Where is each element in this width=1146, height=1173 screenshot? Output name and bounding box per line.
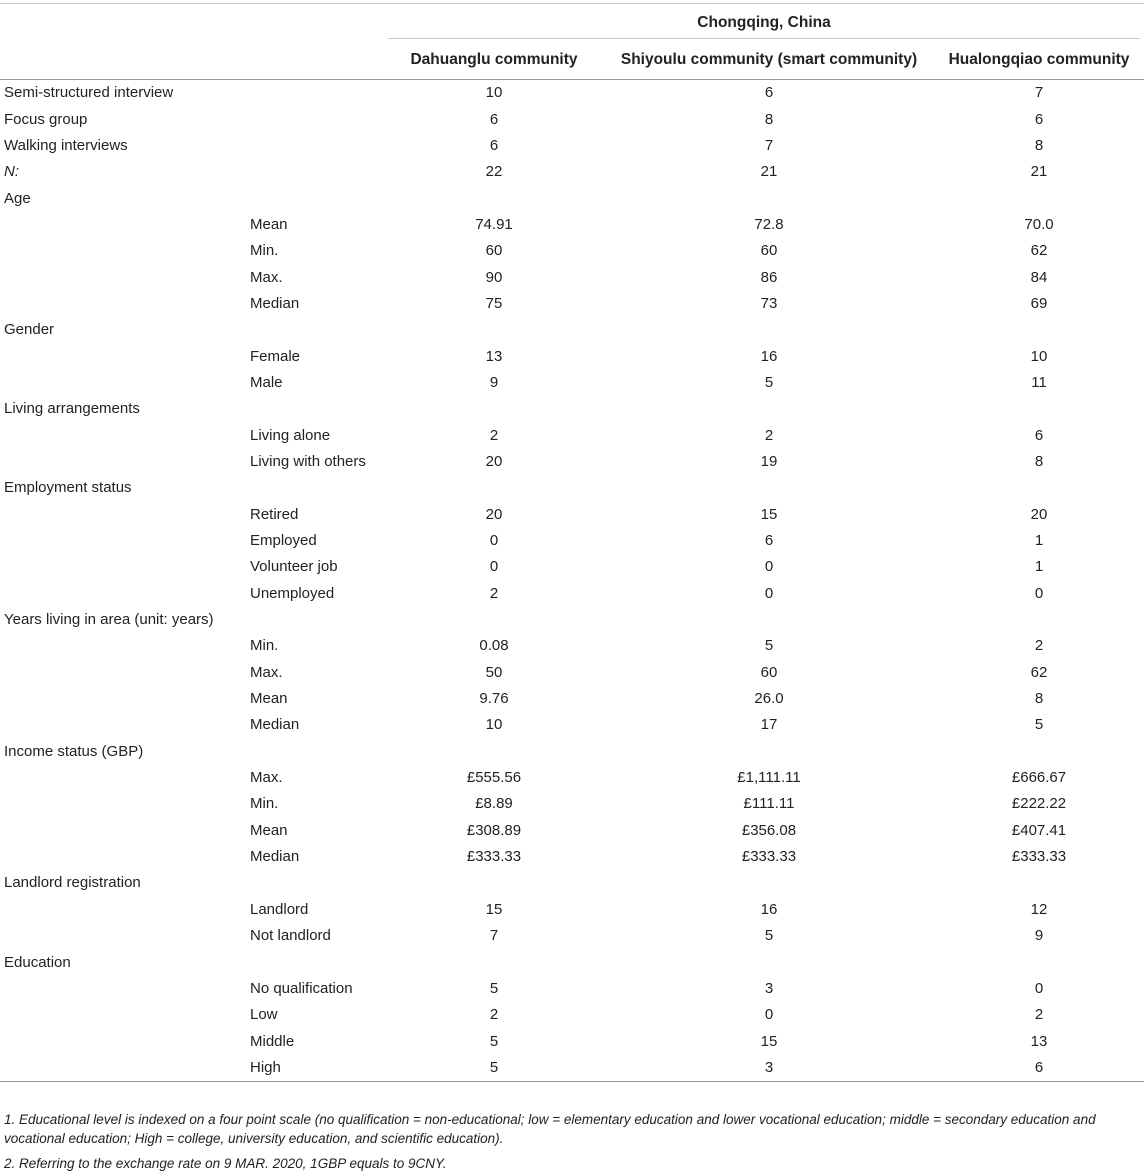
cell-hualongqiao bbox=[934, 739, 1144, 765]
column-header-row bbox=[0, 41, 1144, 80]
region-header bbox=[384, 4, 1144, 42]
row-label bbox=[0, 1002, 244, 1028]
row-label bbox=[0, 844, 244, 870]
row-label bbox=[0, 1055, 244, 1082]
row-label bbox=[0, 422, 244, 448]
row-label bbox=[0, 528, 244, 554]
cell-dahuanglu: £555.56 bbox=[466, 769, 522, 787]
cell-dahuanglu: 75 bbox=[485, 294, 503, 312]
cell-hualongqiao: 11 bbox=[1031, 373, 1047, 391]
table-row bbox=[0, 264, 1144, 290]
row-label bbox=[0, 791, 244, 817]
cell-dahuanglu bbox=[384, 739, 604, 765]
cell-shiyoulu: £333.33 bbox=[741, 848, 797, 866]
row-sublabel bbox=[244, 396, 384, 422]
cell-shiyoulu: £111.11 bbox=[743, 795, 795, 813]
row-sublabel: Living with others bbox=[250, 452, 366, 470]
cell-dahuanglu: 22 bbox=[485, 163, 503, 181]
table-row bbox=[0, 212, 1144, 238]
cell-shiyoulu: 15 bbox=[760, 1032, 778, 1050]
row-sublabel: Employed bbox=[250, 532, 317, 550]
cell-hualongqiao: 10 bbox=[1030, 347, 1048, 365]
table-row bbox=[0, 1055, 1144, 1082]
row-sublabel: Median bbox=[250, 294, 300, 312]
cell-shiyoulu: 6 bbox=[764, 84, 774, 102]
cell-hualongqiao: 20 bbox=[1030, 505, 1048, 523]
row-label bbox=[0, 343, 244, 369]
cell-shiyoulu: 60 bbox=[760, 242, 778, 260]
cell-hualongqiao: 9 bbox=[1034, 927, 1044, 945]
cell-dahuanglu: 2 bbox=[489, 584, 499, 602]
row-sublabel: Mean bbox=[250, 215, 288, 233]
cell-dahuanglu bbox=[384, 949, 604, 975]
cell-dahuanglu bbox=[384, 870, 604, 896]
cell-shiyoulu: £1,111.11 bbox=[737, 769, 801, 787]
column-header-dahuanglu: Dahuanglu community bbox=[384, 41, 604, 80]
table-row bbox=[0, 133, 1144, 159]
row-label bbox=[0, 686, 244, 712]
row-label bbox=[0, 660, 244, 686]
cell-shiyoulu: 5 bbox=[764, 637, 774, 655]
row-label: Semi-structured interview bbox=[4, 84, 174, 102]
row-sublabel: Median bbox=[250, 848, 300, 866]
row-label: Education bbox=[4, 953, 71, 971]
cell-hualongqiao: 2 bbox=[1034, 637, 1044, 655]
table-row bbox=[0, 897, 1144, 923]
cell-shiyoulu: 21 bbox=[760, 163, 778, 181]
cell-shiyoulu: 72.8 bbox=[754, 215, 784, 233]
table-body bbox=[0, 80, 1144, 1082]
cell-dahuanglu: 15 bbox=[485, 900, 503, 918]
cell-dahuanglu: 20 bbox=[485, 505, 503, 523]
table-row bbox=[0, 185, 1144, 211]
table-row bbox=[0, 554, 1144, 580]
cell-hualongqiao: £222.22 bbox=[1011, 795, 1067, 813]
cell-dahuanglu: 74.91 bbox=[475, 215, 513, 233]
table-row bbox=[0, 949, 1144, 975]
cell-hualongqiao bbox=[934, 396, 1144, 422]
row-sublabel: Unemployed bbox=[250, 584, 335, 602]
column-header-shiyoulu: Shiyoulu community (smart community) bbox=[604, 41, 934, 80]
row-sublabel bbox=[244, 739, 384, 765]
cell-hualongqiao: 21 bbox=[1030, 163, 1048, 181]
row-label-italic: N: bbox=[4, 163, 19, 181]
cell-hualongqiao bbox=[934, 870, 1144, 896]
cell-hualongqiao: 6 bbox=[1034, 110, 1044, 128]
cell-dahuanglu: 50 bbox=[485, 663, 503, 681]
cell-dahuanglu: 0 bbox=[489, 558, 499, 576]
row-sublabel: Min. bbox=[250, 242, 279, 260]
cell-dahuanglu: £8.89 bbox=[475, 795, 513, 813]
cell-shiyoulu: 5 bbox=[764, 373, 774, 391]
cell-shiyoulu: 73 bbox=[760, 294, 778, 312]
footnote-1: 1. Educational level is indexed on a four point scale (no qualification = non-educational; low = elementary education and lower vocational education; middle = secondary education and vocational education; High = college, university education, and scientific education). bbox=[4, 1112, 1096, 1146]
row-label bbox=[0, 1028, 244, 1054]
cell-hualongqiao: 0 bbox=[1034, 979, 1044, 997]
row-sublabel bbox=[244, 133, 384, 159]
row-label bbox=[0, 264, 244, 290]
row-sublabel: Male bbox=[250, 373, 283, 391]
cell-shiyoulu: 86 bbox=[760, 268, 778, 286]
cell-shiyoulu: 3 bbox=[604, 1055, 934, 1082]
row-label bbox=[0, 923, 244, 949]
cell-hualongqiao: 8 bbox=[1034, 136, 1044, 154]
table-footnotes bbox=[4, 1110, 1144, 1173]
cell-shiyoulu: 19 bbox=[760, 452, 778, 470]
row-sublabel bbox=[244, 80, 384, 107]
row-sublabel: Median bbox=[250, 716, 300, 734]
row-sublabel: Min. bbox=[250, 637, 279, 655]
row-sublabel: Living alone bbox=[250, 426, 331, 444]
cell-shiyoulu bbox=[604, 607, 934, 633]
row-label bbox=[0, 712, 244, 738]
table-row bbox=[0, 607, 1144, 633]
row-sublabel: Retired bbox=[250, 505, 299, 523]
row-sublabel bbox=[244, 870, 384, 896]
table-row bbox=[0, 80, 1144, 107]
cell-hualongqiao bbox=[934, 185, 1144, 211]
cell-dahuanglu bbox=[384, 185, 604, 211]
cell-shiyoulu bbox=[604, 185, 934, 211]
table-row bbox=[0, 739, 1144, 765]
table-row bbox=[0, 1002, 1144, 1028]
cell-shiyoulu: 5 bbox=[764, 927, 774, 945]
cell-shiyoulu: 60 bbox=[760, 663, 778, 681]
cell-hualongqiao: 84 bbox=[1030, 268, 1048, 286]
row-sublabel bbox=[244, 185, 384, 211]
table-row bbox=[0, 317, 1144, 343]
cell-dahuanglu: 20 bbox=[485, 452, 503, 470]
cell-shiyoulu: 0 bbox=[764, 558, 774, 576]
row-sublabel: High bbox=[244, 1055, 384, 1082]
row-label: Landlord registration bbox=[4, 874, 141, 892]
cell-dahuanglu: 90 bbox=[485, 268, 503, 286]
cell-hualongqiao: 6 bbox=[934, 1055, 1144, 1082]
cell-dahuanglu: 9.76 bbox=[479, 690, 509, 708]
table-row bbox=[0, 422, 1144, 448]
cell-shiyoulu: 0 bbox=[764, 1006, 774, 1024]
region-header-row bbox=[0, 4, 1144, 42]
table-row bbox=[0, 475, 1144, 501]
cell-shiyoulu: 8 bbox=[764, 110, 774, 128]
row-label bbox=[0, 449, 244, 475]
cell-shiyoulu: 3 bbox=[764, 979, 774, 997]
row-sublabel: Middle bbox=[250, 1032, 295, 1050]
table-row bbox=[0, 238, 1144, 264]
table-row bbox=[0, 343, 1144, 369]
row-sublabel: Low bbox=[250, 1006, 278, 1024]
cell-hualongqiao: 7 bbox=[1034, 84, 1044, 102]
table-row bbox=[0, 686, 1144, 712]
cell-hualongqiao: 69 bbox=[1030, 294, 1048, 312]
row-sublabel: No qualification bbox=[250, 979, 353, 997]
table-row bbox=[0, 106, 1144, 132]
cell-hualongqiao bbox=[934, 475, 1144, 501]
row-label bbox=[0, 370, 244, 396]
cell-hualongqiao: 0 bbox=[1034, 584, 1044, 602]
row-label bbox=[0, 502, 244, 528]
footnote-2: 2. Referring to the exchange rate on 9 MAR. 2020, 1GBP equals to 9CNY. bbox=[4, 1156, 447, 1171]
cell-dahuanglu: 0 bbox=[489, 532, 499, 550]
table-row bbox=[0, 765, 1144, 791]
cell-dahuanglu: 5 bbox=[384, 1055, 604, 1082]
cell-shiyoulu: 17 bbox=[760, 716, 778, 734]
cell-hualongqiao: 70.0 bbox=[1024, 215, 1054, 233]
cell-shiyoulu: 15 bbox=[760, 505, 778, 523]
cell-dahuanglu bbox=[384, 396, 604, 422]
row-label bbox=[0, 633, 244, 659]
cell-hualongqiao: £666.67 bbox=[1011, 769, 1067, 787]
cell-hualongqiao: 62 bbox=[1030, 663, 1048, 681]
table-row bbox=[0, 870, 1144, 896]
cell-shiyoulu: 7 bbox=[764, 136, 774, 154]
table-row bbox=[0, 844, 1144, 870]
cell-dahuanglu: 9 bbox=[489, 373, 499, 391]
table-row bbox=[0, 712, 1144, 738]
row-sublabel: Volunteer job bbox=[250, 558, 338, 576]
cell-hualongqiao: 1 bbox=[1034, 558, 1044, 576]
table-row bbox=[0, 581, 1144, 607]
row-label: Employment status bbox=[4, 479, 132, 497]
region-header-text: Chongqing, China bbox=[388, 6, 1140, 39]
cell-hualongqiao: 2 bbox=[1034, 1006, 1044, 1024]
table-row bbox=[0, 633, 1144, 659]
cell-dahuanglu: 5 bbox=[489, 979, 499, 997]
row-sublabel bbox=[244, 317, 384, 343]
cell-shiyoulu bbox=[604, 870, 934, 896]
cell-hualongqiao: £333.33 bbox=[1011, 848, 1067, 866]
row-label bbox=[0, 212, 244, 238]
table-row bbox=[0, 791, 1144, 817]
row-label bbox=[0, 976, 244, 1002]
cell-dahuanglu: 60 bbox=[485, 242, 503, 260]
row-label bbox=[0, 818, 244, 844]
row-label: Years living in area (unit: years) bbox=[4, 611, 214, 629]
row-label: Income status (GBP) bbox=[4, 742, 144, 760]
demographics-table bbox=[0, 3, 1144, 1082]
row-sublabel: Max. bbox=[250, 769, 283, 787]
table-row bbox=[0, 528, 1144, 554]
cell-dahuanglu: 10 bbox=[485, 716, 503, 734]
cell-dahuanglu: 13 bbox=[485, 347, 503, 365]
table-row bbox=[0, 818, 1144, 844]
row-sublabel: Max. bbox=[250, 268, 283, 286]
column-header-blank bbox=[0, 41, 384, 80]
cell-hualongqiao: 5 bbox=[1034, 716, 1044, 734]
table-row bbox=[0, 291, 1144, 317]
cell-dahuanglu: 10 bbox=[485, 84, 503, 102]
cell-dahuanglu: £308.89 bbox=[466, 821, 522, 839]
cell-hualongqiao: 1 bbox=[1034, 532, 1044, 550]
table-row bbox=[0, 396, 1144, 422]
cell-shiyoulu bbox=[604, 949, 934, 975]
cell-hualongqiao: 12 bbox=[1030, 900, 1048, 918]
row-label: Gender bbox=[4, 321, 55, 339]
row-label: Living arrangements bbox=[4, 400, 140, 418]
row-label bbox=[0, 765, 244, 791]
cell-dahuanglu bbox=[384, 607, 604, 633]
cell-dahuanglu: 2 bbox=[489, 1006, 499, 1024]
cell-shiyoulu bbox=[604, 317, 934, 343]
column-header-hualongqiao: Hualongqiao community bbox=[934, 41, 1144, 80]
cell-shiyoulu: £356.08 bbox=[741, 821, 797, 839]
row-sublabel: Not landlord bbox=[250, 927, 331, 945]
cell-dahuanglu: 0.08 bbox=[479, 637, 509, 655]
row-sublabel bbox=[244, 607, 384, 633]
row-label bbox=[0, 897, 244, 923]
row-sublabel: Mean bbox=[250, 690, 288, 708]
cell-hualongqiao: 62 bbox=[1030, 242, 1048, 260]
cell-shiyoulu bbox=[604, 475, 934, 501]
cell-dahuanglu: 5 bbox=[489, 1032, 499, 1050]
row-label bbox=[0, 581, 244, 607]
header-blank bbox=[0, 4, 384, 42]
cell-dahuanglu: 6 bbox=[489, 136, 499, 154]
row-label bbox=[0, 291, 244, 317]
row-sublabel bbox=[244, 949, 384, 975]
cell-dahuanglu bbox=[384, 475, 604, 501]
table-row bbox=[0, 502, 1144, 528]
cell-dahuanglu: 7 bbox=[489, 927, 499, 945]
row-label bbox=[0, 159, 244, 185]
cell-shiyoulu: 16 bbox=[760, 347, 778, 365]
cell-hualongqiao: £407.41 bbox=[1011, 821, 1067, 839]
table-row bbox=[0, 370, 1144, 396]
cell-dahuanglu: 2 bbox=[489, 426, 499, 444]
row-label: Walking interviews bbox=[4, 136, 128, 154]
cell-shiyoulu: 2 bbox=[764, 426, 774, 444]
row-sublabel: Min. bbox=[250, 795, 279, 813]
row-sublabel bbox=[244, 475, 384, 501]
row-sublabel: Female bbox=[250, 347, 301, 365]
table-row bbox=[0, 923, 1144, 949]
row-label: Focus group bbox=[4, 110, 88, 128]
row-sublabel: Max. bbox=[250, 663, 283, 681]
cell-dahuanglu: £333.33 bbox=[466, 848, 522, 866]
cell-shiyoulu: 26.0 bbox=[754, 690, 784, 708]
row-label bbox=[0, 554, 244, 580]
cell-shiyoulu: 6 bbox=[764, 532, 774, 550]
table-header bbox=[0, 4, 1144, 80]
row-sublabel: Mean bbox=[250, 821, 288, 839]
row-label: Age bbox=[4, 189, 31, 207]
cell-hualongqiao: 8 bbox=[1034, 690, 1044, 708]
table-row bbox=[0, 976, 1144, 1002]
cell-shiyoulu bbox=[604, 739, 934, 765]
row-sublabel: Landlord bbox=[250, 900, 309, 918]
cell-dahuanglu bbox=[384, 317, 604, 343]
cell-hualongqiao: 6 bbox=[1034, 426, 1044, 444]
table-row bbox=[0, 1028, 1144, 1054]
cell-dahuanglu: 6 bbox=[489, 110, 499, 128]
table-row bbox=[0, 660, 1144, 686]
cell-hualongqiao bbox=[934, 949, 1144, 975]
cell-hualongqiao bbox=[934, 317, 1144, 343]
table-row bbox=[0, 159, 1144, 185]
table-row bbox=[0, 449, 1144, 475]
row-label bbox=[0, 238, 244, 264]
row-sublabel bbox=[244, 106, 384, 132]
cell-shiyoulu: 16 bbox=[760, 900, 778, 918]
cell-hualongqiao: 8 bbox=[1034, 452, 1044, 470]
cell-hualongqiao bbox=[934, 607, 1144, 633]
cell-hualongqiao: 13 bbox=[1030, 1032, 1048, 1050]
row-sublabel bbox=[244, 159, 384, 185]
cell-shiyoulu bbox=[604, 396, 934, 422]
cell-shiyoulu: 0 bbox=[764, 584, 774, 602]
